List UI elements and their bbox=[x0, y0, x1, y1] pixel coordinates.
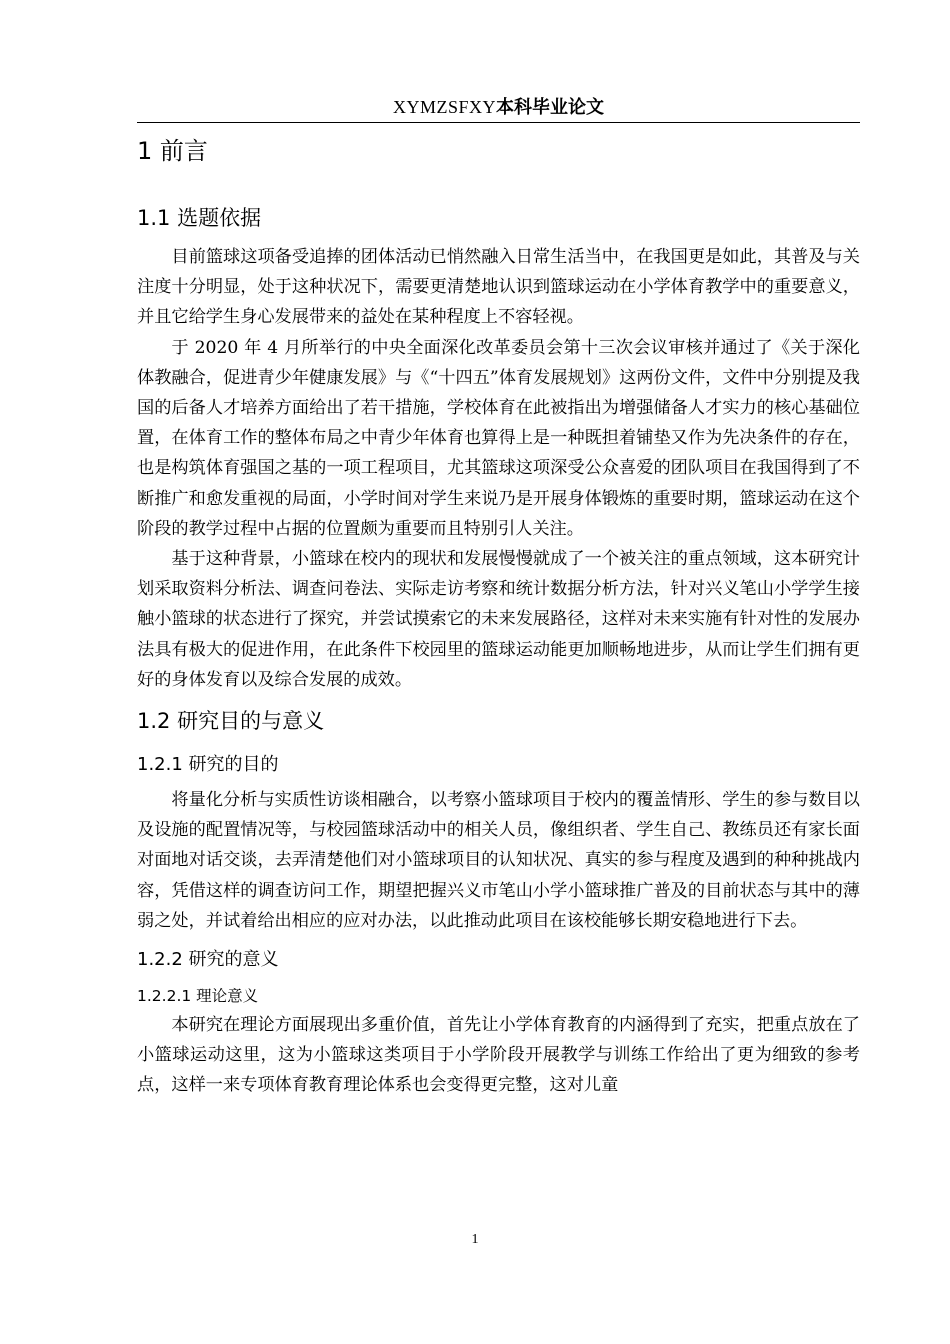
paragraph: 目前篮球这项备受追捧的团体活动已悄然融入日常生活当中，在我国更是如此，其普及与关注度十分明显，处于这种状况下，需要更清楚地认识到篮球运动在小学体育教学中的重要意义，并且它给学生身心发展带来的益处在某种程度上不容轻视。 bbox=[137, 247, 860, 328]
page-number: 1 bbox=[471, 1232, 479, 1247]
subsubsection-heading-1-2-2-1: 1.2.2.1 理论意义 bbox=[137, 987, 259, 1006]
paragraph: 基于这种背景，小篮球在校内的现状和发展慢慢就成了一个被关注的重点领域，这本研究计划采取资料分析法、调查问卷法、实际走访考察和统计数据分析方法，针对兴义笔山小学学生接触小篮球的状态进行了探究，并尝试摸索它的未来发展路径，这样对未来实施有针对性的发展办法具有极大的促进作用，在此条件下校园里的篮球运动能更加顺畅地进步，从而让学生们拥有更好的身体发育以及综合发展的成效。 bbox=[137, 549, 860, 690]
running-header bbox=[137, 94, 860, 123]
header-thesis-label: 本科毕业论文 bbox=[496, 97, 605, 118]
subsection-heading-1-2-1: 1.2.1 研究的目的 bbox=[137, 754, 279, 776]
paragraph: 本研究在理论方面展现出多重价值，首先让小学体育教育的内涵得到了充实，把重点放在了小篮球运动这里，这为小篮球这类项目于小学阶段开展教学与训练工作给出了更为细致的参考点，这样一来专项体育教育理论体系也会变得更完整，这对儿童 bbox=[137, 1015, 860, 1096]
paragraph: 于 2020 年 4 月所举行的中央全面深化改革委员会第十三次会议审核并通过了《关于深化体教融合，促进青少年健康发展》与《“十四五”体育发展规划》这两份文件，文件中分别提及我国的后备人才培养方面给出了若干措施，学校体育在此被指出为增强储备人才实力的核心基础位置，在体育工作的整体布局之中青少年体育也算得上是一种既担着铺垫又作为先决条件的存在，也是构筑体育强国之基的一项工程项目，尤其篮球这项深受公众喜爱的团队项目在我国得到了不断推广和愈发重视的局面，小学时间对学生来说乃是开展身体锻炼的重要时期，篮球运动在这个阶段的教学过程中占据的位置颇为重要而且特别引人关注。 bbox=[137, 337, 860, 539]
chapter-heading: 1 前言 bbox=[137, 137, 208, 165]
page-content bbox=[137, 130, 860, 1101]
header-school-code: XYMZSFXY bbox=[392, 97, 497, 117]
section-heading-1-2: 1.2 研究目的与意义 bbox=[137, 709, 325, 734]
subsection-heading-1-2-2: 1.2.2 研究的意义 bbox=[137, 949, 279, 971]
section-heading-1-1: 1.1 选题依据 bbox=[137, 206, 262, 230]
paragraph: 将量化分析与实质性访谈相融合，以考察小篮球项目于校内的覆盖情形、学生的参与数目以及设施的配置情况等，与校园篮球活动中的相关人员，像组织者、学生自己、教练员还有家长面对面地对话交谈，去弄清楚他们对小篮球项目的认知状况、真实的参与程度及遇到的种种挑战内容，凭借这样的调查访问工作，期望把握兴义市笔山小学小篮球推广普及的目前状态与其中的薄弱之处，并试着给出相应的应对办法，以此推动此项目在该校能够长期安稳地进行下去。 bbox=[137, 790, 860, 931]
header-title bbox=[137, 96, 860, 119]
